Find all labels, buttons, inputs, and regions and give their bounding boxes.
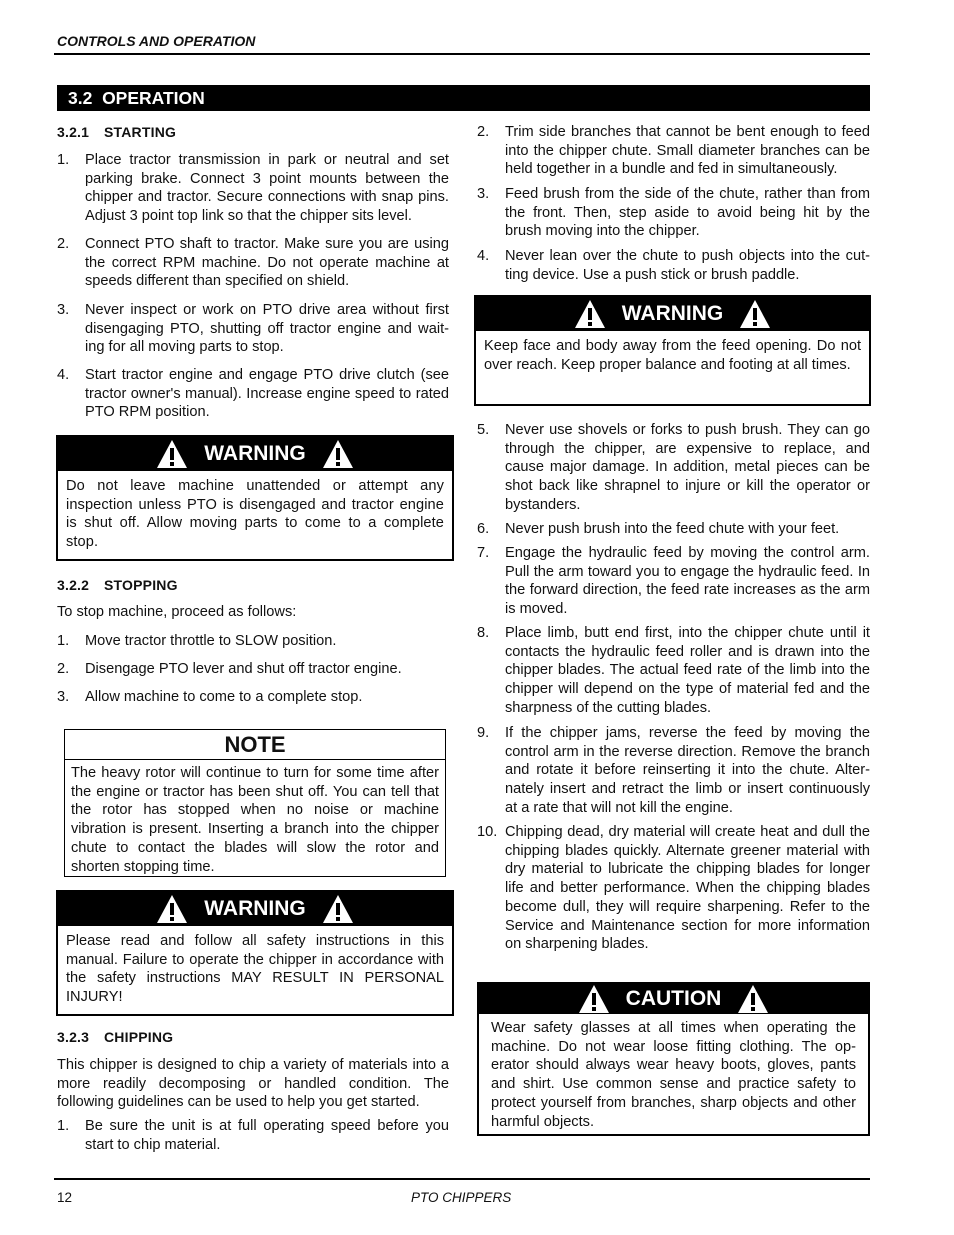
section-title: OPERATION [102, 88, 205, 108]
item-number: 3. [57, 689, 70, 705]
running-header: CONTROLS AND OPERATION [57, 33, 256, 49]
warning-header [476, 297, 869, 331]
list-item [477, 123, 870, 179]
caution-label: CAUTION [625, 986, 722, 1010]
list-item [477, 823, 870, 954]
item-text: Feed brush from the side of the chute, rather than from the front. Then, step aside to avoid being hit by the brush moving into the chipper. [505, 186, 870, 240]
caution-text: Wear safety glasses at all times when operating the machine. Do not wear loose fitting clothing. The op- erator should always wear heavy boots, gloves, pants and shirt. Use common sense and practice safety to protect yourself from branches, sharp objects and other harmful objects. [491, 1020, 856, 1130]
item-text: Chipping dead, dry material will create heat and dull the chipping blades quickly. Alternate greener material with dry material to lubricate the chipping blades for longer life and better performance. When the chipping blades become dull, they will require sharpening. Refer to the Service and Maintenance section for more information on sharpening blades. [505, 824, 870, 953]
section-title-bar [57, 85, 870, 111]
item-number: 1. [57, 1118, 70, 1134]
item-text: If the chipper jams, reverse the feed by moving the control arm in the reverse direction. Remove the branch and rotate it before reinserting it into the chute. Alter- nately insert and retract the limb or insert continuously at a rate that will not kill the engine. [505, 725, 870, 816]
item-number: 1. [57, 152, 70, 168]
list-item [57, 301, 449, 357]
warning-header [58, 892, 452, 926]
intro-text: To stop machine, proceed as follows: [57, 604, 297, 620]
item-text: Allow machine to come to a complete stop. [85, 689, 363, 705]
subsection-heading-chipping [57, 1028, 173, 1047]
warning-text: Please read and follow all safety instructions in this manual. Failure to operate the chipper in accordance with the safety instructions MAY RESULT IN PERSONAL INJURY! [66, 933, 444, 1006]
item-number: 2. [477, 124, 490, 140]
item-text: Place limb, butt end first, into the chipper chute until it contacts the hydraulic feed roller and is drawn into the chipper blades. The actual feed rate of the limb into the chipper will depend on the type of material fed and the sharpness of the cutting blades. [505, 625, 870, 716]
header-rule [54, 53, 870, 55]
subsection-heading-stopping [57, 576, 178, 595]
subsection-title: CHIPPING [104, 1029, 174, 1045]
item-text: Connect PTO shaft to tractor. Make sure you are using the correct RPM machine. Do not operate machine at speeds different than specified on shield. [85, 236, 449, 290]
item-number: 7. [477, 545, 490, 561]
section-number: 3.2 [68, 88, 93, 108]
list-item [57, 235, 449, 291]
warning-text: Keep face and body away from the feed opening. Do not over reach. Keep proper balance and footing at all times. [484, 338, 861, 373]
item-text: Move tractor throttle to SLOW position. [85, 633, 337, 649]
warning-header [58, 437, 452, 471]
item-number: 2. [57, 236, 70, 252]
list-item [57, 660, 449, 679]
item-text: Never lean over the chute to push objects into the cut- ting device. Use a push stick or brush paddle. [505, 248, 870, 283]
caution-box [477, 982, 870, 1136]
note-label: NOTE [65, 730, 445, 760]
warning-box [474, 295, 871, 406]
caution-header [479, 984, 868, 1014]
list-item [57, 1117, 449, 1154]
subsection-number: 3.2.2 [57, 577, 90, 593]
warning-triangle-icon [737, 984, 769, 1014]
item-text: Trim side branches that cannot be bent enough to feed into the chipper chute. Small diameter branches can be held together in a bundle and fed in simultaneously. [505, 124, 870, 178]
item-number: 2. [57, 661, 70, 677]
warning-triangle-icon [322, 894, 354, 924]
item-text: Disengage PTO lever and shut off tractor engine. [85, 661, 402, 677]
item-number: 4. [477, 248, 490, 264]
item-number: 3. [477, 186, 490, 202]
list-item [477, 724, 870, 818]
item-text: Engage the hydraulic feed by moving the control arm. Pull the arm toward you to engage the hydraulic feed. In the forward direction, the feed rate increases as the arm is moved. [505, 545, 870, 618]
warning-triangle-icon [739, 299, 771, 329]
list-item [57, 688, 449, 707]
item-text: Never inspect or work on PTO drive area without first disengaging PTO, shutting off tractor engine and wait- ing for all moving parts to stop. [85, 302, 449, 356]
subsection-number: 3.2.1 [57, 124, 90, 140]
item-text: Never push brush into the feed chute with your feet. [505, 521, 840, 537]
warning-box [56, 435, 454, 561]
item-text: Never use shovels or forks to push brush. They can go through the chipper, are expensive to replace, and cause major damage. In addition, metal pieces can be shot back like shrapnel to injure or kill the operator or bystanders. [505, 422, 870, 513]
warning-triangle-icon [322, 439, 354, 469]
warning-triangle-icon [156, 894, 188, 924]
warning-triangle-icon [156, 439, 188, 469]
page-number: 12 [57, 1190, 73, 1205]
item-number: 1. [57, 633, 70, 649]
item-text: Start tractor engine and engage PTO drive clutch (see tractor owner's manual). Increase engine speed to rated PTO RPM position. [85, 367, 449, 421]
list-item [477, 520, 870, 539]
footer-doc-title: PTO CHIPPERS [411, 1190, 512, 1205]
warning-triangle-icon [578, 984, 610, 1014]
warning-text: Do not leave machine unattended or attempt any inspection unless PTO is disengaged and tractor engine is shut off. Allow moving parts to come to a complete stop. [66, 478, 444, 551]
list-item [477, 544, 870, 619]
list-item [57, 632, 449, 651]
warning-label: WARNING [204, 441, 306, 465]
warning-triangle-icon [574, 299, 606, 329]
subsection-heading-starting [57, 123, 176, 142]
list-item [477, 247, 870, 284]
note-box [64, 729, 446, 877]
item-text: Be sure the unit is at full operating speed before you start to chip material. [85, 1118, 449, 1153]
warning-label: WARNING [204, 896, 306, 920]
warning-box [56, 890, 454, 1016]
list-item [57, 151, 449, 226]
intro-text: This chipper is designed to chip a variety of materials into a more readily decomposing or handled condition. The following guidelines can be used to help you get started. [57, 1057, 449, 1111]
subsection-number: 3.2.3 [57, 1029, 90, 1045]
item-number: 6. [477, 521, 490, 537]
subsection-title: STOPPING [104, 577, 178, 593]
item-number: 9. [477, 725, 490, 741]
list-item [477, 624, 870, 718]
warning-label: WARNING [621, 301, 724, 325]
list-item [477, 185, 870, 241]
subsection-title: STARTING [104, 124, 177, 140]
footer-rule [54, 1178, 870, 1180]
note-text: The heavy rotor will continue to turn for some time after the engine or tractor has been shut off. You can tell that the rotor has stopped when no noise or machine vibration is present. Inserting a branch into the chipper chute to contact the blades will slow the rotor and shorten stopping time. [71, 765, 439, 875]
list-item [477, 421, 870, 515]
item-text: Place tractor transmission in park or neutral and set parking brake. Connect 3 point mounts between the chipper and tractor. Secure connections with snap pins. Adjust 3 point top link so that the chipper sits level. [85, 152, 449, 225]
item-number: 8. [477, 625, 490, 641]
list-item [57, 366, 449, 422]
item-number: 10. [477, 824, 498, 840]
item-number: 4. [57, 367, 70, 383]
item-number: 3. [57, 302, 70, 318]
item-number: 5. [477, 422, 490, 438]
